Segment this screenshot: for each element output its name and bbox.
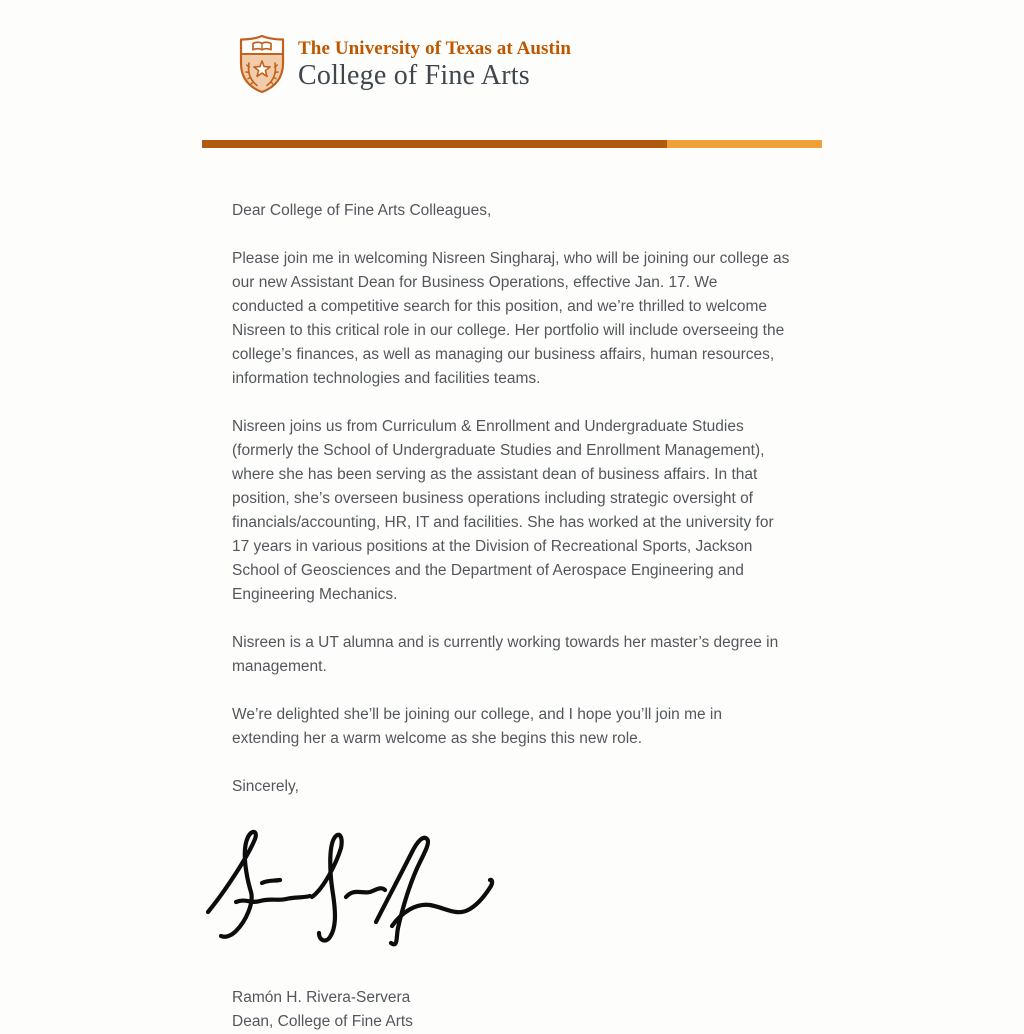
- signer-title: Dean, College of Fine Arts: [232, 1013, 413, 1030]
- divider-bar-light-segment: [667, 140, 822, 148]
- paragraph-2: Nisreen joins us from Curriculum & Enrollment and Undergraduate Studies (formerly the School of Undergraduate Studies and Enrollment Management), where she has been serving as the assistant dean of business affairs. In that position, she’s overseen business operations including strategic oversight of financials/accounting, HR, IT and facilities. She has worked at the university for 17 years in various positions at the Division of Recreational Sports, Jackson School of Geosciences and the Department of Aerospace Engineering and Engineering Mechanics.: [232, 418, 774, 603]
- divider-bar: [202, 140, 822, 148]
- signature-block: [232, 986, 792, 1034]
- header-wordmark: [298, 37, 571, 92]
- paragraph-4: We’re delighted she’ll be joining our college, and I hope you’ll join me in extending her a warm welcome as she begins this new role.: [232, 706, 722, 747]
- paragraph-3: Nisreen is a UT alumna and is currently working towards her master’s degree in management.: [232, 634, 779, 675]
- paragraph-1: Please join me in welcoming Nisreen Singharaj, who will be joining our college as our new Assistant Dean for Business Operations, effective Jan. 17. We conducted a competitive search for this position, and we’re thrilled to welcome Nisreen to this critical role in our college. Her portfolio will include overseeing the college’s finances, as well as managing our business affairs, human resources, information technologies and facilities teams.: [232, 250, 790, 387]
- closing: Sincerely,: [232, 778, 299, 795]
- ut-shield-icon: [238, 34, 286, 94]
- header-logo-lockup: [202, 0, 822, 94]
- letter-body: [202, 148, 822, 1034]
- university-name: The University of Texas at Austin: [298, 37, 572, 59]
- salutation: Dear College of Fine Arts Colleagues,: [232, 202, 492, 219]
- college-name: College of Fine Arts: [298, 59, 530, 91]
- signer-name: Ramón H. Rivera-Servera: [232, 989, 411, 1006]
- email-letter: [202, 0, 822, 1034]
- signature-image: [206, 824, 496, 952]
- divider-bar-dark-segment: [202, 140, 667, 148]
